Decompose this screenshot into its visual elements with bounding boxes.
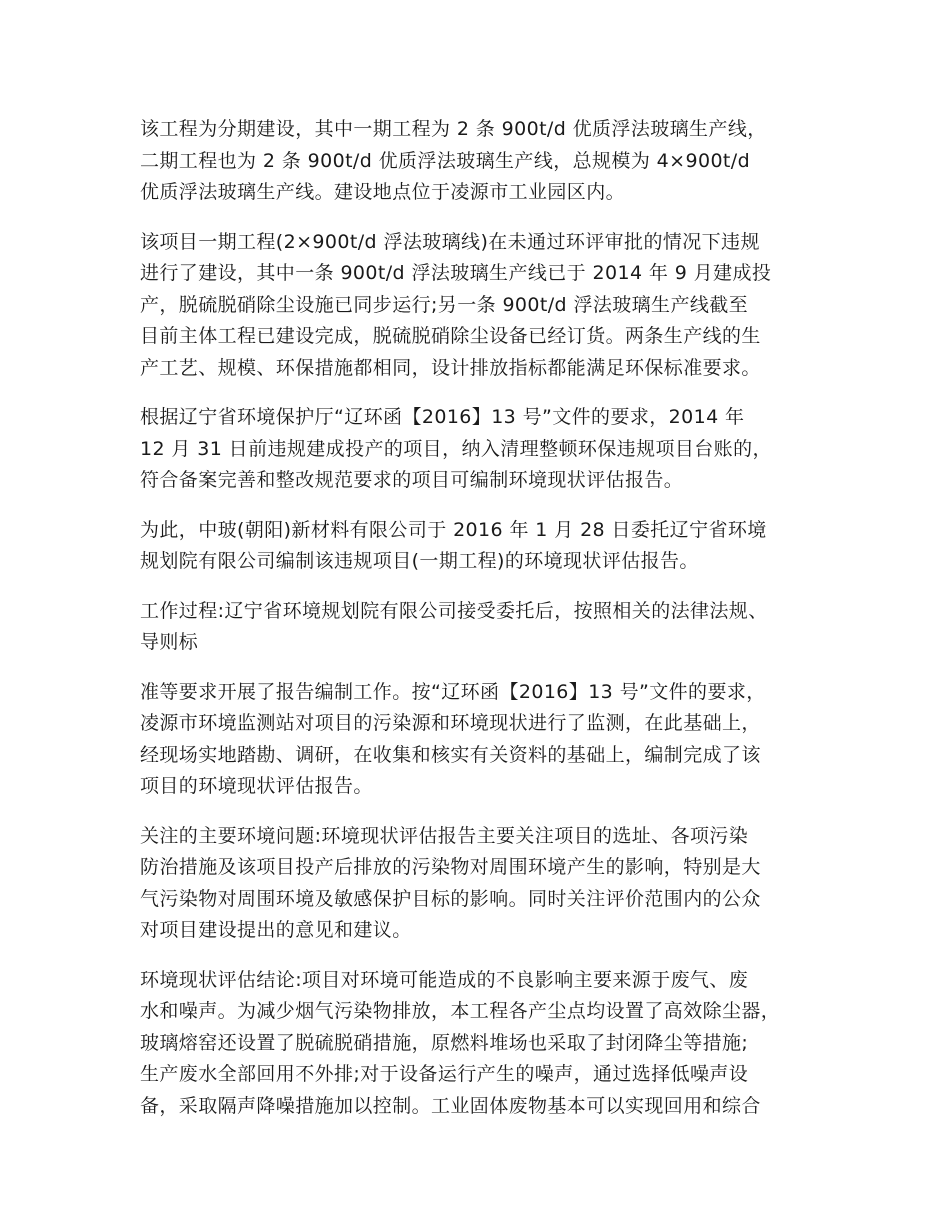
text-line: 产，脱硫脱硝除尘设施已同步运行;另一条 900t/d 浮法玻璃生产线截至: [140, 293, 749, 316]
text-line: 进行了建设，其中一条 900t/d 浮法玻璃生产线已于 2014 年 9 月建成投: [140, 262, 772, 284]
text-line: 生产废水全部回用不外排;对于设备运行产生的噪声，通过选择低噪声设: [140, 1063, 749, 1085]
text-line: 12 月 31 日前违规建成投产的项目，纳入清理整顿环保违规项目台账的，: [140, 437, 772, 460]
text-line: 为此，中玻(朝阳)新材料有限公司于 2016 年 1 月 28 日委托辽宁省环境: [140, 518, 767, 541]
text-line: 准等要求开展了报告编制工作。按“辽环函【2016】13 号”文件的要求，: [140, 680, 766, 703]
text-line: 目前主体工程已建设完成，脱硫脱硝除尘设备已经订货。两条生产线的生: [140, 325, 761, 347]
text-line: 气污染物对周围环境及敏感保护目标的影响。同时关注评价范围内的公众: [140, 887, 761, 910]
text-line: 项目的环境现状评估报告。: [140, 775, 373, 797]
paragraph-report-preparation: [140, 677, 830, 803]
text-line: 关注的主要环境问题:环境现状评估报告主要关注项目的选址、各项污染: [140, 824, 749, 847]
text-line: 该项目一期工程(2×900t/d 浮法玻璃线)在未通过环评审批的情况下违规: [140, 230, 760, 253]
text-line: 该工程为分期建设，其中一期工程为 2 条 900t/d 优质浮法玻璃生产线，: [140, 118, 767, 140]
text-line: 环境现状评估结论:项目对环境可能造成的不良影响主要来源于废气、废: [140, 968, 749, 991]
text-line: 凌源市环境监测站对项目的污染源和环境现状进行了监测，在此基础上，: [140, 712, 761, 734]
text-line: 防治措施及该项目投产后排放的污染物对周围环境产生的影响，特别是大: [140, 856, 761, 878]
paragraph-commission: [140, 515, 830, 578]
text-line: 根据辽宁省环境保护厅“辽环函【2016】13 号”文件的要求，2014 年: [140, 406, 745, 428]
text-line: 水和噪声。为减少烟气污染物排放，本工程各产尘点均设置了高效除尘器，: [140, 1000, 781, 1022]
text-line: 经现场实地踏勘、调研，在收集和核实有关资料的基础上，编制完成了该: [140, 743, 761, 766]
text-line: 工作过程:辽宁省环境规划院有限公司接受委托后，按照相关的法律法规、: [140, 599, 768, 622]
paragraph-conclusion: [140, 965, 830, 1123]
text-line: 优质浮法玻璃生产线。建设地点位于凌源市工业园区内。: [140, 181, 626, 203]
text-line: 二期工程也为 2 条 900t/d 优质浮法玻璃生产线，总规模为 4×900t/d: [140, 149, 751, 172]
text-line: 符合备案完善和整改规范要求的项目可编制环境现状评估报告。: [140, 469, 684, 491]
paragraph-work-process: [140, 596, 830, 659]
paragraph-main-issues: [140, 821, 830, 947]
text-line: 对项目建设提出的意见和建议。: [140, 919, 412, 941]
text-line: 玻璃熔窑还设置了脱硫脱硝措施，原燃料堆场也采取了封闭降尘等措施;: [140, 1031, 749, 1054]
text-line: 规划院有限公司编制该违规项目(一期工程)的环境现状评估报告。: [140, 550, 699, 572]
paragraph-regulation: [140, 402, 830, 497]
text-line: 备，采取隔声降噪措施加以控制。工业固体废物基本可以实现回用和综合: [140, 1094, 761, 1117]
text-line: 导则标: [140, 631, 199, 653]
text-line: 产工艺、规模、环保措施都相同，设计排放指标都能满足环保标准要求。: [140, 356, 761, 379]
paragraph-project-overview: [140, 114, 830, 209]
document-body: [140, 114, 830, 1140]
paragraph-phase-one: [140, 227, 830, 385]
